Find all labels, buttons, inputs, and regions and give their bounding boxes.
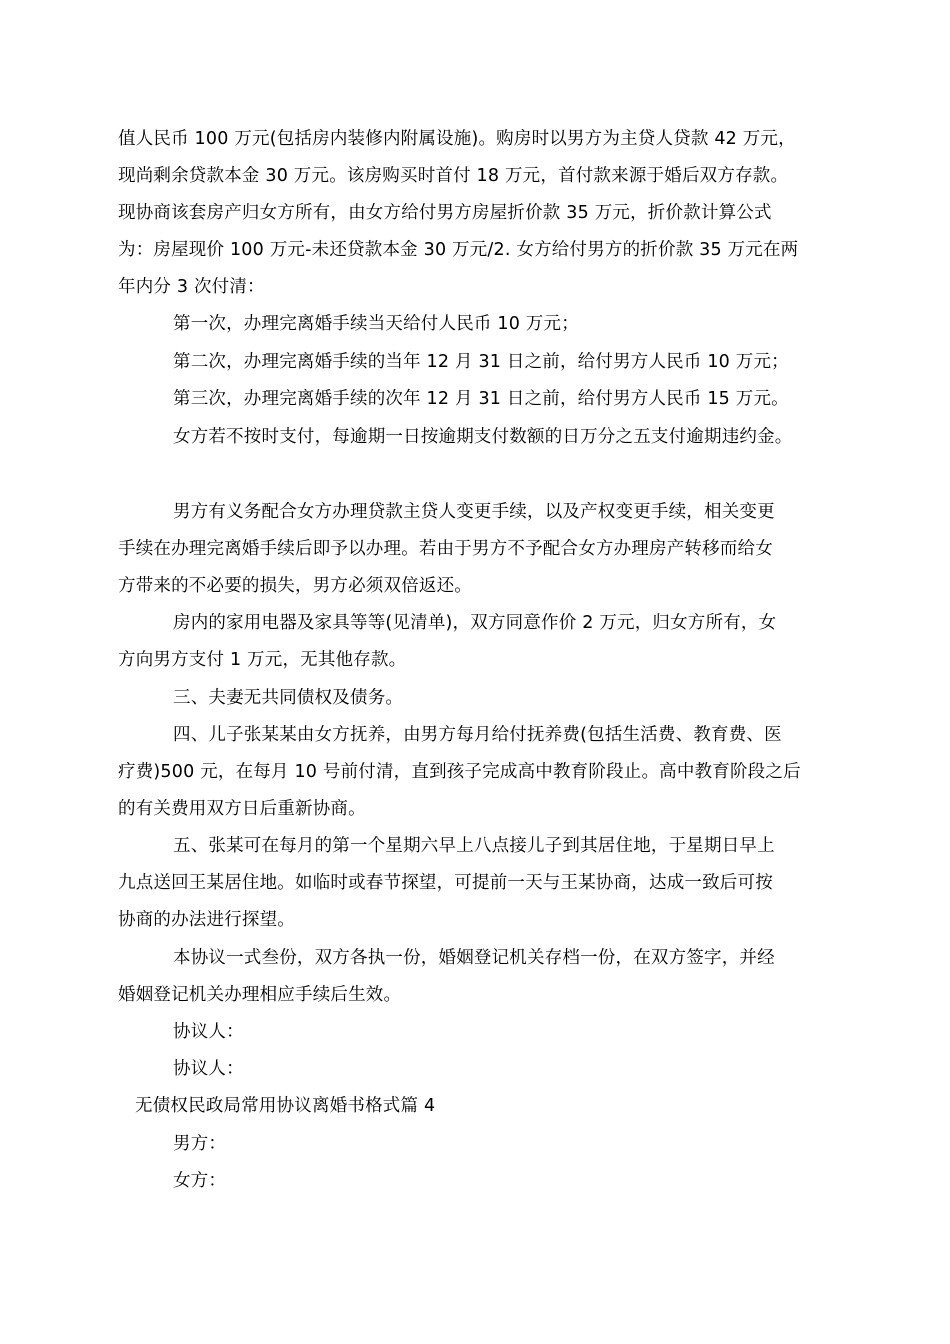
- paragraph-line: 值人民币 100 万元(包括房内装修内附属设施)。购房时以男方为主贷人贷款 42 万元，: [118, 129, 796, 149]
- paragraph-line: 房内的家用电器及家具等等(见清单)，双方同意作价 2 万元，归女方所有，女: [173, 613, 777, 633]
- signatory-label: 协议人：: [173, 1059, 244, 1079]
- payment-item-third: 第三次，办理完离婚手续的次年 12 月 31 日之前，给付男方人民币 15 万元。: [173, 389, 789, 409]
- clause-three: 三、夫妻无共同债权及债务。: [173, 688, 404, 708]
- paragraph-line: 婚姻登记机关办理相应手续后生效。: [118, 985, 402, 1005]
- paragraph-line: 方带来的不必要的损失，男方必须双倍返还。: [118, 576, 472, 596]
- clause-five: 五、张某可在每月的第一个星期六早上八点接儿子到其居住地，于星期日早上: [173, 836, 775, 856]
- payment-item-second: 第二次，办理完离婚手续的当年 12 月 31 日之前，给付男方人民币 10 万元；: [173, 352, 789, 372]
- paragraph-line: 现协商该套房产归女方所有，由女方给付男方房屋折价款 35 万元，折价款计算公式: [118, 203, 772, 223]
- paragraph-line: 方向男方支付 1 万元，无其他存款。: [118, 650, 407, 670]
- paragraph-line: 男方有义务配合女方办理贷款主贷人变更手续，以及产权变更手续，相关变更: [173, 502, 775, 522]
- paragraph-line: 年内分 3 次付清：: [118, 277, 265, 297]
- section-heading: 无债权民政局常用协议离婚书格式篇 4: [135, 1096, 436, 1116]
- party-label-female: 女方：: [173, 1171, 227, 1191]
- paragraph-line: 为：房屋现价 100 万元-未还贷款本金 30 万元/2. 女方给付男方的折价款 35 万元在两: [118, 240, 799, 260]
- paragraph-line: 本协议一式叁份，双方各执一份，婚姻登记机关存档一份，在双方签字，并经: [173, 948, 775, 968]
- paragraph-line: 现尚剩余贷款本金 30 万元。该房购买时首付 18 万元，首付款来源于婚后双方存款。: [118, 166, 789, 186]
- signatory-label: 协议人：: [173, 1022, 244, 1042]
- paragraph-line: 九点送回王某居住地。如临时或春节探望，可提前一天与王某协商，达成一致后可按: [118, 873, 773, 893]
- paragraph-line: 协商的办法进行探望。: [118, 910, 295, 930]
- paragraph-line: 疗费)500 元，在每月 10 号前付清，直到孩子完成高中教育阶段止。高中教育阶段之后: [118, 762, 801, 782]
- party-label-male: 男方：: [173, 1134, 227, 1154]
- paragraph-line: 的有关费用双方日后重新协商。: [118, 799, 366, 819]
- payment-item-first: 第一次，办理完离婚手续当天给付人民币 10 万元；: [173, 314, 579, 334]
- penalty-clause: 女方若不按时支付，每逾期一日按逾期支付数额的日万分之五支付逾期违约金。: [173, 427, 793, 447]
- paragraph-line: 手续在办理完离婚手续后即予以办理。若由于男方不予配合女方办理房产转移而给女: [118, 539, 773, 559]
- clause-four: 四、儿子张某某由女方抚养，由男方每月给付抚养费(包括生活费、教育费、医: [173, 725, 782, 745]
